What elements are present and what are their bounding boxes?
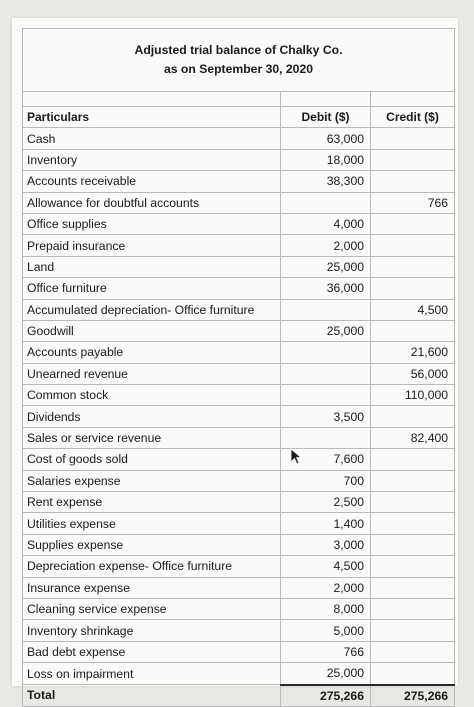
- debit-cell: 1,400: [281, 513, 371, 534]
- debit-cell: 3,000: [281, 534, 371, 555]
- debit-cell: 25,000: [281, 663, 371, 685]
- account-name-cell: Accounts payable: [23, 342, 281, 363]
- debit-cell: 2,500: [281, 492, 371, 513]
- credit-cell: [371, 235, 455, 256]
- total-credit-cell: 275,266: [371, 685, 455, 707]
- trial-balance-table: [22, 28, 455, 707]
- debit-cell: 3,500: [281, 406, 371, 427]
- account-name-cell: Inventory shrinkage: [23, 620, 281, 641]
- trial-balance-sheet: [12, 18, 458, 703]
- title-line-1: Adjusted trial balance of Chalky Co.: [134, 43, 343, 57]
- table-row: [23, 577, 455, 598]
- credit-cell: 56,000: [371, 363, 455, 384]
- credit-cell: [371, 534, 455, 555]
- table-row: [23, 534, 455, 555]
- table-row: [23, 235, 455, 256]
- account-name-cell: Land: [23, 256, 281, 277]
- account-name-cell: Cleaning service expense: [23, 598, 281, 619]
- particulars-header: Particulars: [23, 107, 281, 128]
- debit-cell: 7,600: [281, 449, 371, 470]
- debit-cell: 2,000: [281, 235, 371, 256]
- debit-header: Debit ($): [281, 107, 371, 128]
- credit-cell: [371, 128, 455, 149]
- debit-cell: 18,000: [281, 149, 371, 170]
- credit-cell: 110,000: [371, 385, 455, 406]
- table-row: [23, 171, 455, 192]
- table-row: [23, 128, 455, 149]
- table-title: [23, 29, 455, 92]
- debit-cell: 25,000: [281, 256, 371, 277]
- table-row: [23, 363, 455, 384]
- account-name-cell: Salaries expense: [23, 470, 281, 491]
- account-name-cell: Accounts receivable: [23, 171, 281, 192]
- account-name-cell: Prepaid insurance: [23, 235, 281, 256]
- account-name-cell: Cash: [23, 128, 281, 149]
- debit-cell: [281, 192, 371, 213]
- debit-cell: [281, 363, 371, 384]
- debit-cell: 63,000: [281, 128, 371, 149]
- account-name-cell: Office supplies: [23, 213, 281, 234]
- title-row: [23, 29, 455, 92]
- table-row: [23, 492, 455, 513]
- mouse-cursor-icon: [290, 448, 304, 466]
- credit-cell: 4,500: [371, 299, 455, 320]
- debit-cell: [281, 342, 371, 363]
- debit-cell: [281, 385, 371, 406]
- credit-cell: [371, 278, 455, 299]
- table-row: [23, 449, 455, 470]
- account-name-cell: Insurance expense: [23, 577, 281, 598]
- credit-cell: [371, 577, 455, 598]
- account-name-cell: Unearned revenue: [23, 363, 281, 384]
- account-name-cell: Depreciation expense- Office furniture: [23, 556, 281, 577]
- table-row: [23, 278, 455, 299]
- total-debit-cell: 275,266: [281, 685, 371, 707]
- credit-cell: [371, 449, 455, 470]
- table-row: [23, 192, 455, 213]
- credit-cell: [371, 492, 455, 513]
- debit-cell: 766: [281, 641, 371, 662]
- debit-cell: 2,000: [281, 577, 371, 598]
- debit-cell: 38,300: [281, 171, 371, 192]
- debit-cell: 36,000: [281, 278, 371, 299]
- debit-cell: [281, 427, 371, 448]
- table-row: [23, 598, 455, 619]
- credit-cell: [371, 641, 455, 662]
- spacer-row: [23, 92, 455, 107]
- header-row: [23, 107, 455, 128]
- account-name-cell: Inventory: [23, 149, 281, 170]
- credit-cell: [371, 149, 455, 170]
- credit-cell: [371, 663, 455, 685]
- credit-cell: [371, 171, 455, 192]
- debit-cell: 4,000: [281, 213, 371, 234]
- table-row: [23, 406, 455, 427]
- account-name-cell: Rent expense: [23, 492, 281, 513]
- total-row: [23, 685, 455, 707]
- credit-cell: [371, 470, 455, 491]
- credit-cell: 82,400: [371, 427, 455, 448]
- account-name-cell: Office furniture: [23, 278, 281, 299]
- credit-cell: 766: [371, 192, 455, 213]
- account-name-cell: Goodwill: [23, 320, 281, 341]
- debit-cell: 5,000: [281, 620, 371, 641]
- table-row: [23, 427, 455, 448]
- table-row: [23, 342, 455, 363]
- credit-cell: [371, 513, 455, 534]
- debit-cell: [281, 299, 371, 320]
- debit-cell: 25,000: [281, 320, 371, 341]
- credit-cell: [371, 556, 455, 577]
- table-row: [23, 299, 455, 320]
- table-row: [23, 663, 455, 685]
- credit-header: Credit ($): [371, 107, 455, 128]
- table-row: [23, 149, 455, 170]
- table-row: [23, 641, 455, 662]
- account-name-cell: Bad debt expense: [23, 641, 281, 662]
- credit-cell: 21,600: [371, 342, 455, 363]
- credit-cell: [371, 598, 455, 619]
- total-label: Total: [23, 685, 281, 707]
- account-name-cell: Sales or service revenue: [23, 427, 281, 448]
- table-row: [23, 213, 455, 234]
- table-row: [23, 470, 455, 491]
- debit-cell: 4,500: [281, 556, 371, 577]
- credit-cell: [371, 320, 455, 341]
- table-row: [23, 556, 455, 577]
- table-row: [23, 620, 455, 641]
- account-name-cell: Accumulated depreciation- Office furniture: [23, 299, 281, 320]
- account-name-cell: Utilities expense: [23, 513, 281, 534]
- credit-cell: [371, 620, 455, 641]
- account-name-cell: Cost of goods sold: [23, 449, 281, 470]
- debit-cell: 8,000: [281, 598, 371, 619]
- table-row: [23, 385, 455, 406]
- credit-cell: [371, 256, 455, 277]
- account-name-cell: Dividends: [23, 406, 281, 427]
- table-row: [23, 256, 455, 277]
- debit-cell: 700: [281, 470, 371, 491]
- credit-cell: [371, 213, 455, 234]
- table-row: [23, 320, 455, 341]
- title-line-2: as on September 30, 2020: [163, 62, 314, 76]
- account-name-cell: Allowance for doubtful accounts: [23, 192, 281, 213]
- credit-cell: [371, 406, 455, 427]
- account-name-cell: Common stock: [23, 385, 281, 406]
- account-name-cell: Loss on impairment: [23, 663, 281, 685]
- account-name-cell: Supplies expense: [23, 534, 281, 555]
- table-row: [23, 513, 455, 534]
